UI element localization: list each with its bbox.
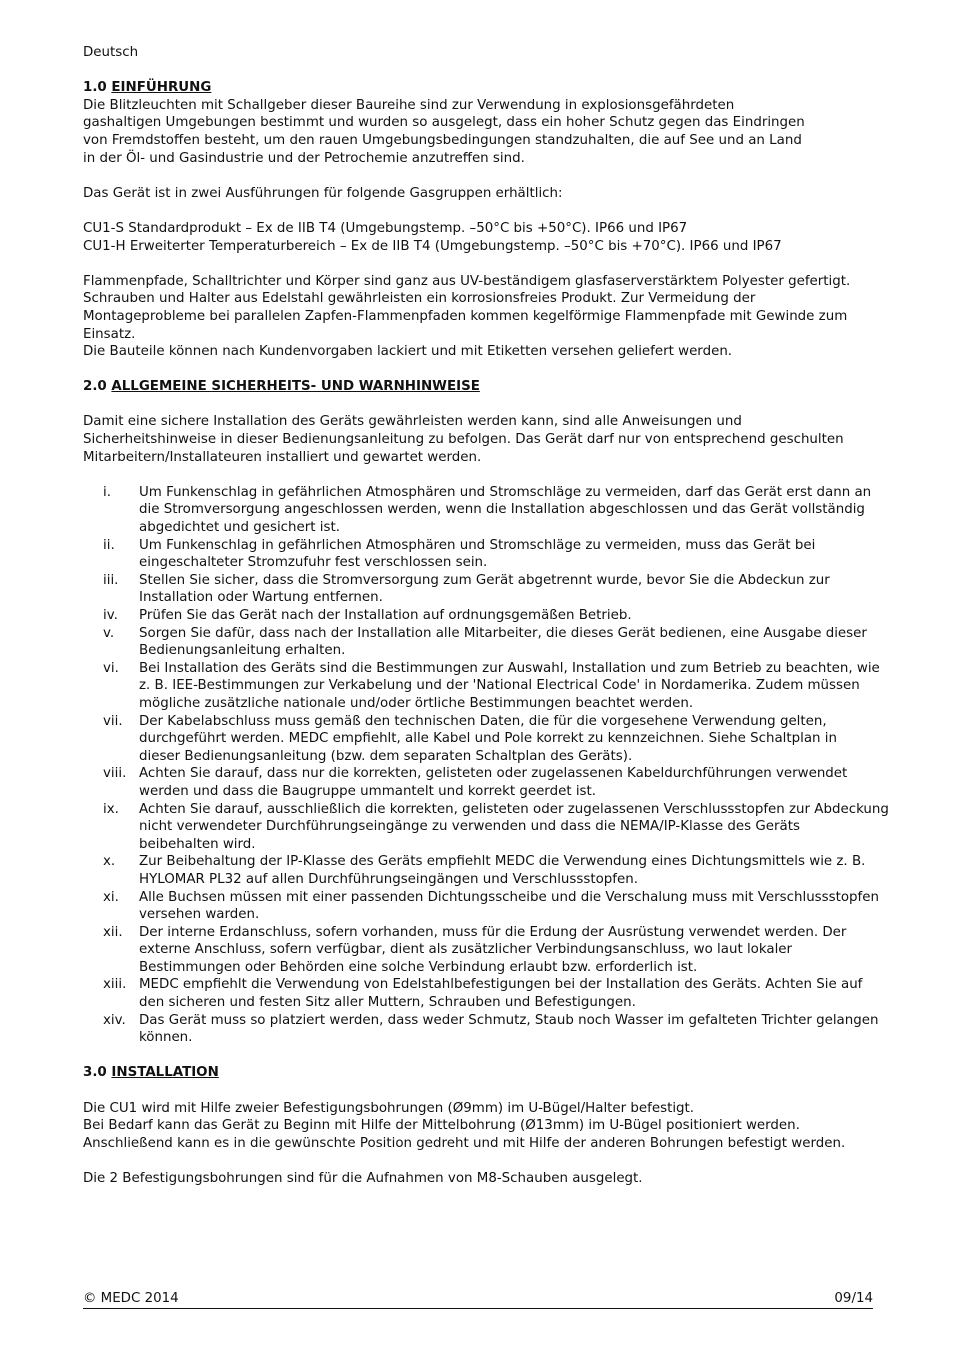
text-line: beibehalten wird. — [139, 836, 256, 852]
section-3-heading — [83, 1064, 903, 1082]
list-item — [83, 801, 903, 854]
section-2-heading — [83, 378, 903, 396]
list-item-number: v. — [103, 625, 115, 641]
text-line: Einsatz. — [83, 326, 136, 342]
text-line: Installation oder Wartung entfernen. — [139, 590, 383, 606]
list-item-number: iv. — [103, 608, 118, 623]
text-line: Stellen Sie sicher, dass die Stromversorgung zum Gerät abgetrennt wurde, bevor Sie die Abdeckun zur — [139, 572, 830, 588]
section-1-paragraph-2: Das Gerät ist in zwei Ausführungen für folgende Gasgruppen erhältlich: — [83, 185, 563, 201]
text-line: Bei Bedarf kann das Gerät zu Beginn mit Hilfe der Mittelbohrung (Ø13mm) im U-Bügel positioniert werden. — [83, 1118, 800, 1134]
text-line: Schrauben und Halter aus Edelstahl gewährleisten ein korrosionsfreies Produkt. Zur Vermeidung der — [83, 291, 756, 307]
text-line: Achten Sie darauf, dass nur die korrekten, gelisteten oder zugelassenen Kabeldurchführungen verwendet — [139, 766, 848, 782]
list-item — [83, 853, 903, 888]
text-line: z. B. IEE-Bestimmungen zur Verkabelung und der 'National Electrical Code' in Nordamerika. Zudem müssen — [139, 678, 860, 694]
list-item-number: xi. — [103, 889, 119, 905]
text-line: Die Blitzleuchten mit Schallgeber dieser Baureihe sind zur Verwendung in explosionsgefährdeten — [83, 97, 735, 113]
text-line: gashaltigen Umgebungen bestimmt und wurden so ausgelegt, dass ein hoher Schutz gegen das Eindringen — [83, 115, 805, 131]
text-line: Um Funkenschlag in gefährlichen Atmosphären und Stromschläge zu vermeiden, muss das Gerät bei — [139, 537, 816, 553]
text-line: können. — [139, 1030, 193, 1046]
text-line: nicht verwendeter Durchführungseingänge zu verwenden und dass die NEMA/IP-Klasse des Geräts — [139, 819, 800, 835]
text-line: externe Anschluss, sofern verfügbar, dient als zusätzlicher Verbindungsanschluss, wo laut lokaler — [139, 942, 793, 958]
text-line: Anschließend kann es in die gewünschte Position gedreht und mit Hilfe der anderen Bohrungen befestigt werden. — [83, 1135, 846, 1151]
variant-cu1-s: CU1-S Standardprodukt – Ex de IIB T4 (Umgebungstemp. –50°C bis +50°C). IP66 und IP67 — [83, 220, 688, 236]
list-item-number: xii. — [103, 924, 123, 940]
list-item-number: vii. — [103, 713, 123, 729]
list-item — [83, 889, 903, 924]
text-line: Sicherheitshinweise in dieser Bedienungsanleitung zu befolgen. Das Gerät darf nur von entsprechend geschulten — [83, 432, 844, 448]
section-1-number: 1.0 — [83, 80, 112, 96]
language-label: Deutsch — [83, 45, 139, 60]
list-item — [83, 713, 903, 766]
variant-cu1-h: CU1-H Erweiterter Temperaturbereich – Ex de IIB T4 (Umgebungstemp. –50°C bis +70°C). IP66 und IP67 — [83, 238, 782, 254]
list-item-number: x. — [103, 854, 116, 870]
text-line: Montageprobleme bei parallelen Zapfen-Flammenpfaden kommen kegelförmige Flammenpfade mit Gewinde zum — [83, 308, 848, 324]
list-item-number: iii. — [103, 572, 119, 588]
text-line: Die Bauteile können nach Kundenvorgaben lackiert und mit Etiketten versehen geliefert werden. — [83, 344, 733, 360]
list-item-number: xiii. — [103, 977, 127, 993]
section-3-paragraph-1 — [83, 1100, 903, 1153]
text-line: von Fremdstoffen besteht, um den rauen Umgebungsbedingungen standzuhalten, die auf See und an Land — [83, 132, 802, 148]
text-line: versehen warden. — [139, 907, 260, 923]
page-footer — [83, 1290, 873, 1309]
text-line: Bedienungsanleitung erhalten. — [139, 643, 346, 659]
list-item-number: vi. — [103, 660, 119, 676]
text-line: Bei Installation des Geräts sind die Bestimmungen zur Auswahl, Installation und zum Betrieb zu beachten, wie — [139, 660, 880, 676]
text-line: abgedichtet und gesichert ist. — [139, 520, 340, 536]
text-line: Der interne Erdanschluss, sofern vorhanden, muss für die Erdung der Ausrüstung verwendet werden. Der — [139, 924, 847, 940]
document-page — [83, 44, 903, 1188]
list-item-number: ii. — [103, 537, 115, 553]
text-line: Der Kabelabschluss muss gemäß den technischen Daten, die für die vorgesehene Verwendung gelten, — [139, 713, 827, 729]
section-3-number: 3.0 — [83, 1065, 112, 1081]
list-item — [83, 765, 903, 800]
list-item-number: ix. — [103, 801, 119, 817]
section-2-intro — [83, 413, 903, 466]
text-line: dieser Bedienungsanleitung (bzw. dem separaten Schaltplan des Geräts). — [139, 748, 633, 764]
text-line: in der Öl- und Gasindustrie und der Petrochemie anzutreffen sind. — [83, 150, 525, 166]
text-line: durchgeführt werden. MEDC empfiehlt, alle Kabel und Pole korrekt zu kennzeichnen. Siehe Schaltplan in — [139, 731, 837, 747]
section-1-paragraph-1 — [83, 97, 903, 167]
text-line: eingeschalteter Stromzufuhr fest verschlossen sein. — [139, 555, 488, 571]
text-line: Die CU1 wird mit Hilfe zweier Befestigungsbohrungen (Ø9mm) im U-Bügel/Halter befestigt. — [83, 1100, 695, 1116]
list-item-number: xiv. — [103, 1012, 126, 1028]
text-line: Das Gerät muss so platziert werden, dass weder Schmutz, Staub noch Wasser im gefalteten Trichter gelangen — [139, 1012, 879, 1028]
section-3-paragraph-2: Die 2 Befestigungsbohrungen sind für die Aufnahmen von M8-Schauben ausgelegt. — [83, 1171, 643, 1186]
list-item — [83, 1012, 903, 1047]
footer-copyright: © MEDC 2014 — [83, 1291, 179, 1306]
list-item-number: i. — [103, 484, 111, 500]
text-line: Zur Beibehaltung der IP-Klasse des Geräts empfiehlt MEDC die Verwendung eines Dichtungsmittels wie z. B. — [139, 854, 866, 870]
safety-list — [83, 484, 903, 1047]
text-line: Um Funkenschlag in gefährlichen Atmosphären und Stromschläge zu vermeiden, darf das Gerät erst dann an — [139, 484, 872, 500]
list-item — [83, 924, 903, 977]
list-item — [83, 625, 903, 660]
footer-date: 09/14 — [834, 1291, 873, 1306]
text-line: Alle Buchsen müssen mit einer passenden Dichtungsscheibe und die Verschalung muss mit Verschlussstopfen — [139, 889, 879, 905]
text-line: den sicheren und festen Sitz aller Muttern, Schrauben und Befestigungen. — [139, 995, 636, 1011]
list-item — [83, 537, 903, 572]
section-2-title: ALLGEMEINE SICHERHEITS- UND WARNHINWEISE — [111, 379, 480, 395]
section-2-number: 2.0 — [83, 379, 112, 395]
text-line: Flammenpfade, Schalltrichter und Körper sind ganz aus UV-beständigem glasfaserverstärktem Polyester gefertigt. — [83, 273, 851, 289]
text-line: Sorgen Sie dafür, dass nach der Installation alle Mitarbeiter, die dieses Gerät bedienen, eine Ausgabe dieser — [139, 625, 867, 641]
text-line: Bestimmungen oder Behörden eine solche Verbindung erlaubt bzw. erforderlich ist. — [139, 959, 698, 975]
list-item — [83, 572, 903, 607]
text-line: Achten Sie darauf, ausschließlich die korrekten, gelisteten oder zugelassenen Verschlussstopfen zur Abdeckung — [139, 801, 889, 817]
section-1-title: EINFÜHRUNG — [111, 80, 212, 96]
list-item — [83, 976, 903, 1011]
section-1-heading — [83, 79, 903, 97]
section-1-paragraph-3 — [83, 273, 903, 361]
text-line: werden und dass die Baugruppe ummantelt und korrekt geerdet ist. — [139, 783, 597, 799]
list-item — [83, 484, 903, 537]
text-line: HYLOMAR PL32 auf allen Durchführungseingängen und Verschlussstopfen. — [139, 871, 638, 887]
text-line: MEDC empfiehlt die Verwendung von Edelstahlbefestigungen bei der Installation des Geräts. Achten Sie auf — [139, 977, 863, 993]
text-line: mögliche zusätzliche nationale und/oder örtliche Bestimmungen beachtet werden. — [139, 695, 694, 711]
text-line: Mitarbeitern/Installateuren installiert und gewartet werden. — [83, 449, 482, 465]
list-item-number: viii. — [103, 766, 127, 782]
list-item — [83, 607, 903, 625]
text-line: die Stromversorgung angeschlossen werden, wenn die Installation abgeschlossen und das Gerät vollständig — [139, 502, 865, 518]
list-item — [83, 660, 903, 713]
text-line: Prüfen Sie das Gerät nach der Installation auf ordnungsgemäßen Betrieb. — [139, 608, 632, 623]
text-line: Damit eine sichere Installation des Geräts gewährleisten werden kann, sind alle Anweisungen und — [83, 414, 742, 430]
section-3-title: INSTALLATION — [111, 1065, 219, 1081]
